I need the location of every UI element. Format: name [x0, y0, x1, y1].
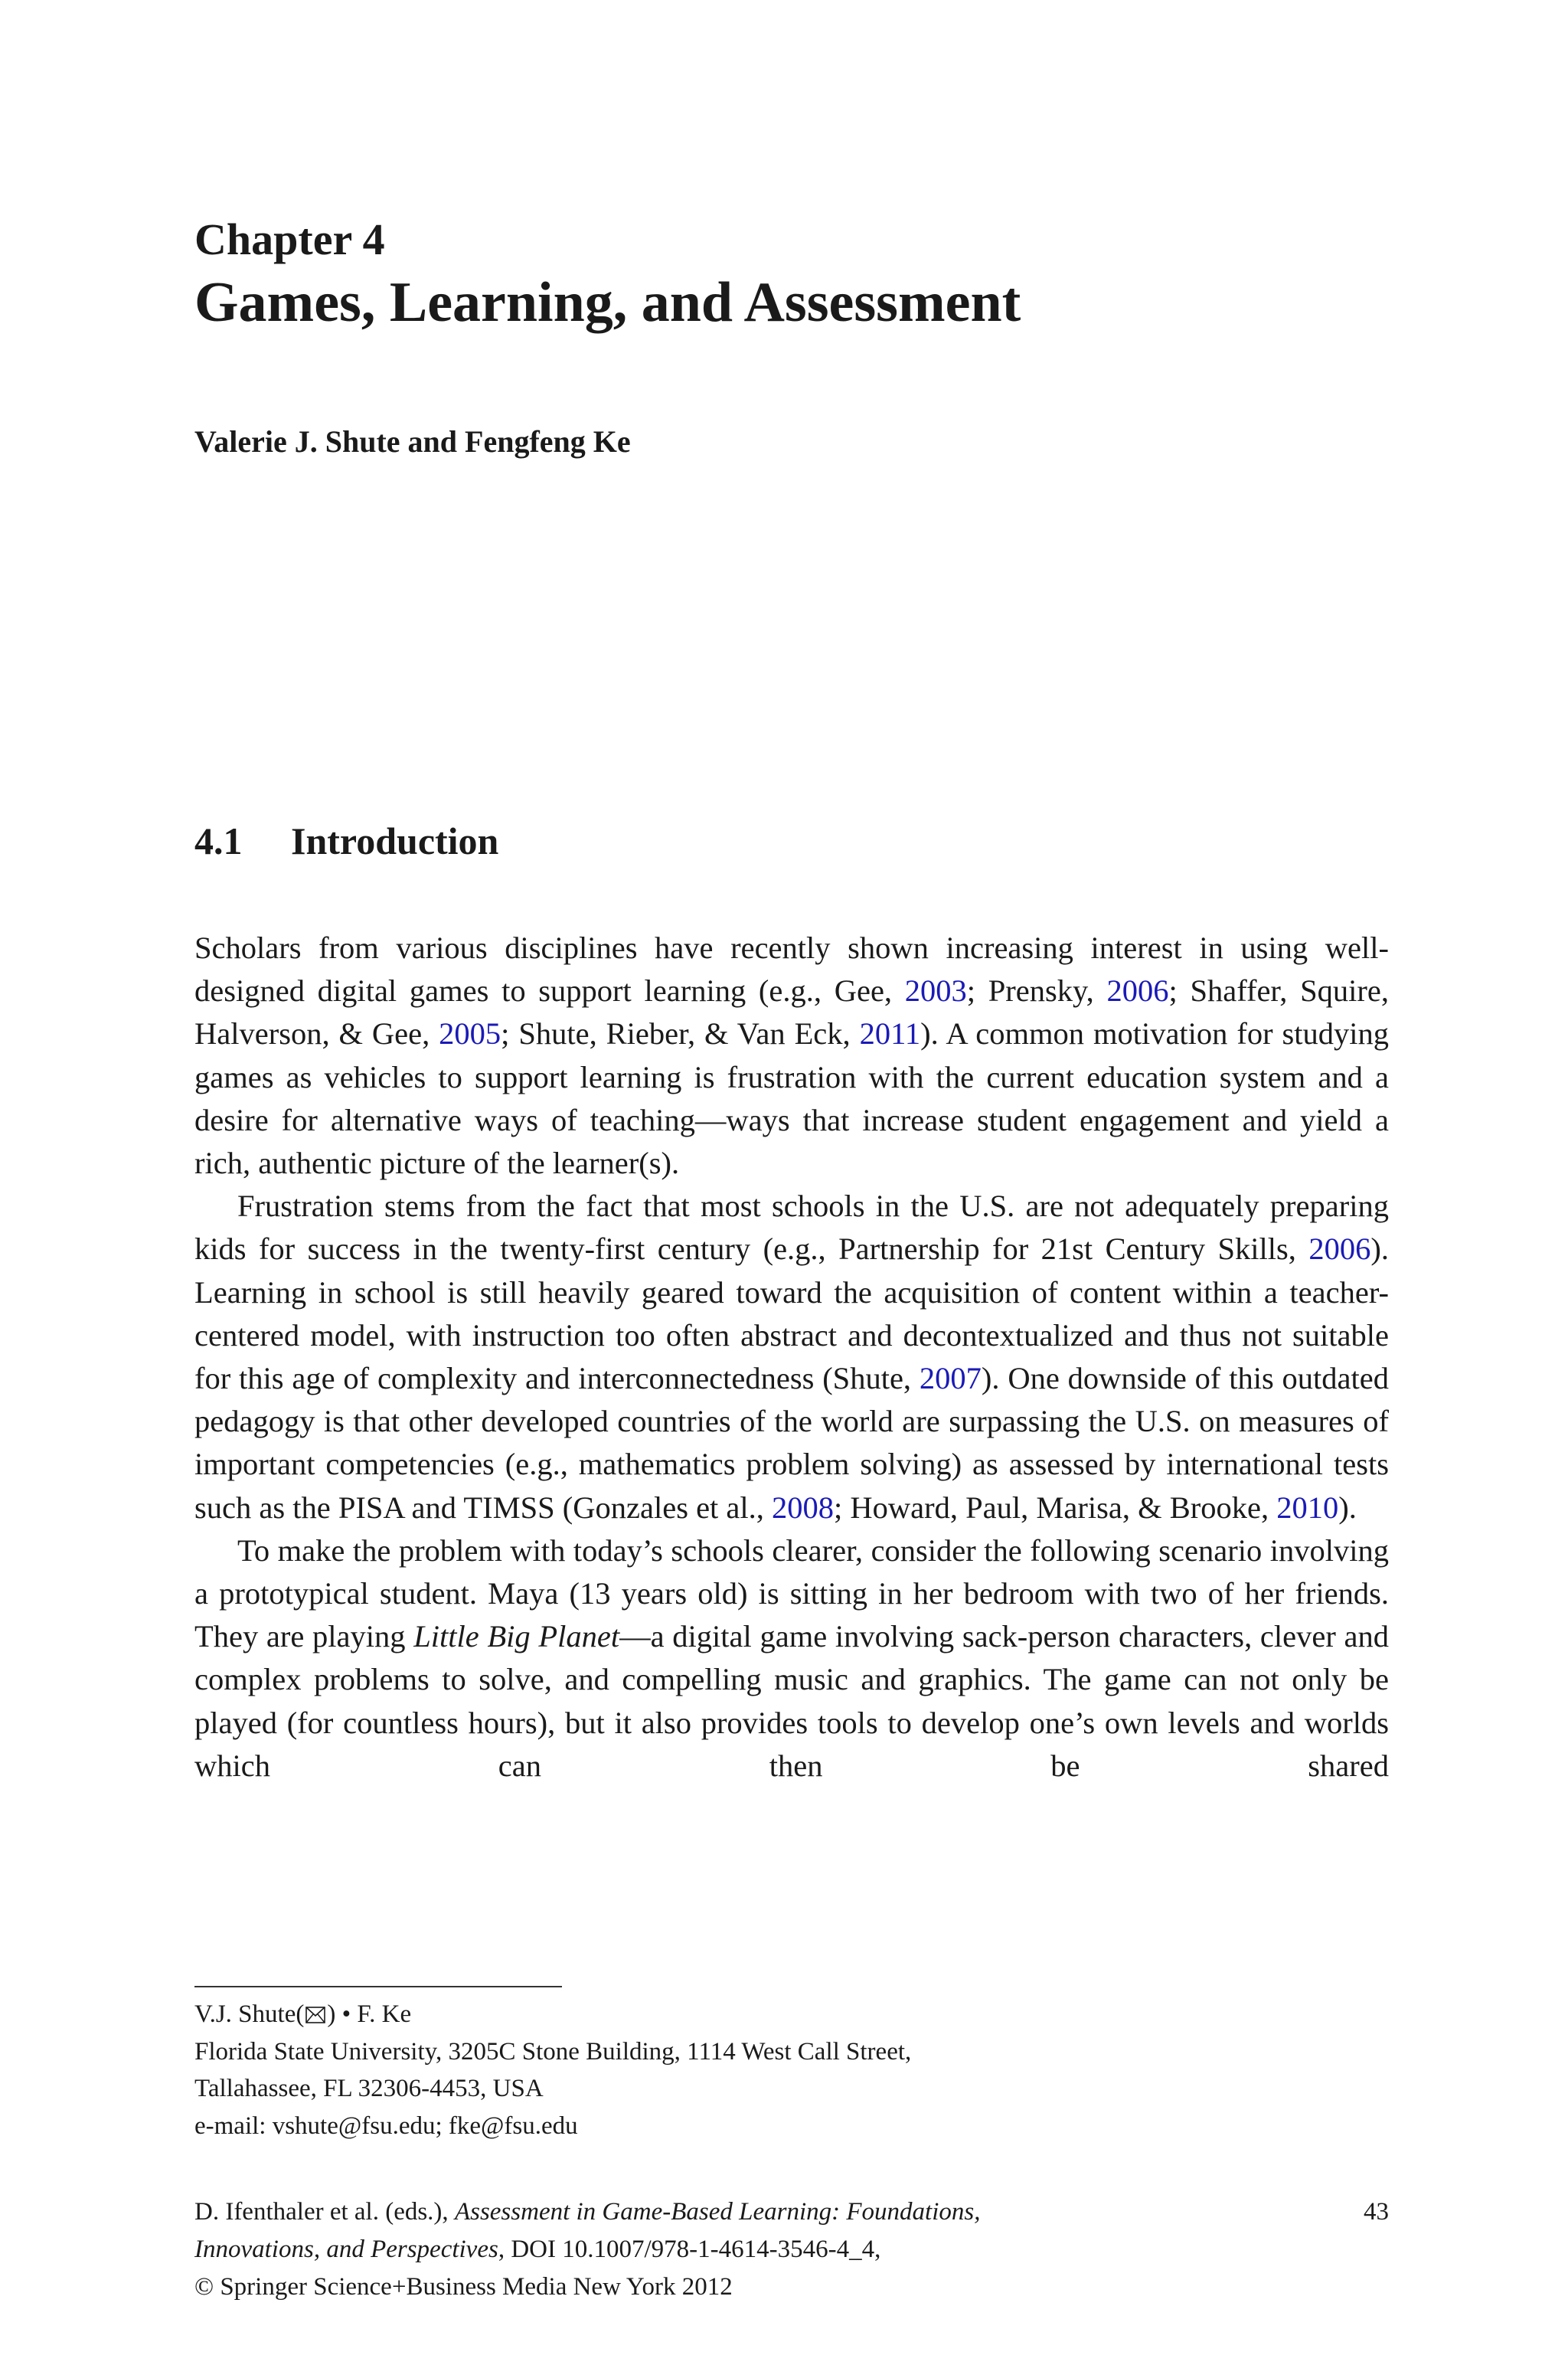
copyright-line: © Springer Science+Business Media New York 2012: [194, 2273, 733, 2301]
footnote-address: Tallahassee, FL 32306-4453, USA: [194, 2075, 544, 2102]
paragraph-text: Frustration stems from the fact that most schools in the U.S. are not adequately preparing kids for success in the twenty-first century (e.g., Partnership for 21st Century Skills,: [194, 1189, 1389, 1267]
author-footnote: [194, 1996, 1389, 2144]
footnote-coauthor: • F. Ke: [335, 2000, 412, 2028]
paragraph-2: [194, 1185, 1389, 1529]
citation-link[interactable]: 2008: [772, 1490, 835, 1525]
publisher-info: [194, 2193, 1389, 2306]
book-title-cont: Innovations, and Perspectives: [194, 2236, 498, 2263]
paragraph-text: To make the problem with today’s schools clearer, consider the following scenario involving a prototypical student. Maya (13 years old) is sitting in her bedroom with two of her friends. They are playing: [194, 1532, 1389, 1654]
publisher-editors: D. Ifenthaler et al. (eds.),: [194, 2198, 455, 2226]
paragraph-text: ; Shute, Rieber, & Van Eck,: [501, 1016, 860, 1052]
citation-link[interactable]: 2007: [919, 1361, 982, 1396]
publisher-line-2: [194, 2231, 1389, 2268]
citation-link[interactable]: 2003: [904, 973, 967, 1009]
paragraph-text: Scholars from various disciplines have recently shown increasing interest in using well-designed digital games to support learning (e.g., Gee,: [194, 931, 1389, 1009]
paragraph-3: [194, 1529, 1389, 1788]
paragraph-text: ). One downside of this outdated pedagogy is that other developed countries of the world are surpassing the U.S. on measures of important competencies (e.g., mathematics problem solving) as assessed by international tests such as the PISA and TIMSS (Gonzales et al.,: [194, 1361, 1390, 1525]
paragraph-text: ).: [1338, 1490, 1357, 1525]
footnote-paren: (: [296, 2000, 305, 2028]
section-number: 4.1: [194, 819, 243, 862]
citation-link[interactable]: 2006: [1106, 973, 1169, 1009]
footnote-author-name: V.J. Shute: [194, 2000, 296, 2028]
game-title: Little Big Planet: [413, 1619, 620, 1654]
footnote-paren: ): [327, 2000, 336, 2028]
chapter-label: Chapter 4: [194, 214, 385, 264]
section-title: Introduction: [291, 819, 499, 862]
paragraph-text: ; Howard, Paul, Marisa, & Brooke,: [834, 1490, 1277, 1525]
footnote-line-1: [194, 1996, 1389, 2033]
paragraph-text: ). A common motivation for studying games as vehicles to support learning is frustration with the current education system and a desire for alternative ways of teaching—ways that increase student engagement and yield a rich, authentic picture of the learner(s).: [194, 1016, 1389, 1181]
paragraph-text: ; Prensky,: [966, 973, 1107, 1009]
citation-link[interactable]: 2005: [439, 1016, 501, 1052]
citation-link[interactable]: 2011: [859, 1016, 921, 1052]
chapter-authors: Valerie J. Shute and Fengfeng Ke: [194, 424, 631, 459]
paragraph-1: [194, 927, 1389, 1185]
footnote-email: e-mail: vshute@fsu.edu; fke@fsu.edu: [194, 2111, 578, 2140]
footnote-divider: [194, 1986, 562, 1987]
book-title: Assessment in Game-Based Learning: Foundations,: [454, 2198, 981, 2226]
citation-link[interactable]: 2006: [1308, 1232, 1371, 1267]
publisher-line-1: [194, 2193, 1389, 2231]
paragraph-text: —a digital game involving sack-person characters, clever and complex problems to solve, and compelling music and graphics. The game can not only be played (for countless hours), but it also provides tools to develop one’s own levels and worlds which can then be shared: [194, 1619, 1389, 1783]
paragraph-text: ). Learning in school is still heavily geared toward the acquisition of content within a teacher-centered model, with instruction too often abstract and decontextualized and thus not suitable for this age of complexity and interconnectedness (Shute,: [194, 1232, 1389, 1396]
paragraph-text: ; Shaffer, Squire, Halverson, & Gee,: [194, 973, 1389, 1052]
doi: , DOI 10.1007/978-1-4614-3546-4_4,: [498, 2236, 881, 2263]
footnote-affiliation: Florida State University, 3205C Stone Building, 1114 West Call Street,: [194, 2037, 912, 2066]
body-text: [194, 927, 1389, 1788]
section-heading: [194, 818, 498, 864]
citation-link[interactable]: 2010: [1276, 1490, 1339, 1525]
envelope-icon: [305, 2007, 325, 2023]
page-number: 43: [1364, 2198, 1389, 2226]
chapter-title: Games, Learning, and Assessment: [194, 271, 1021, 334]
